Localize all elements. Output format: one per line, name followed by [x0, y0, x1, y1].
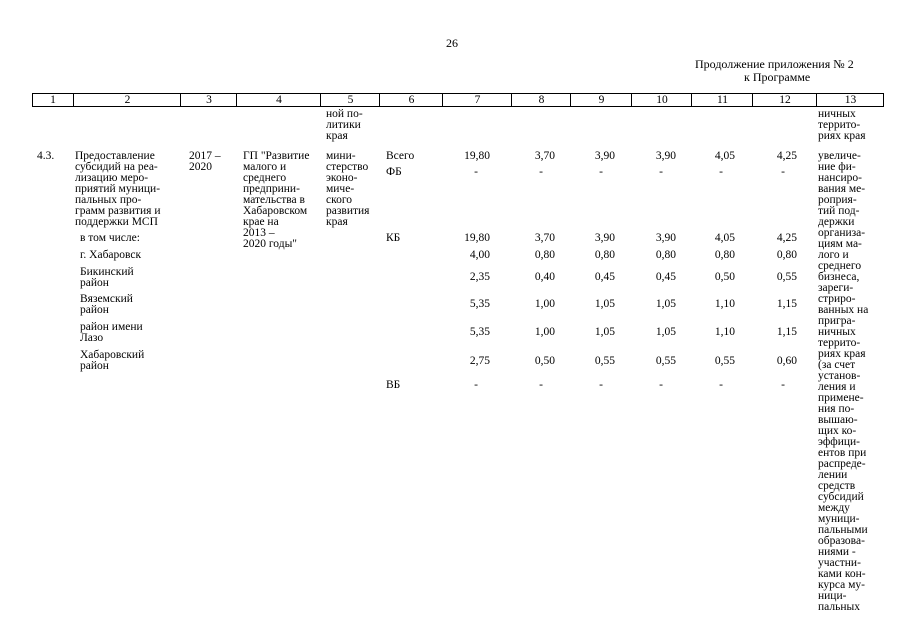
col-number-7: 7	[442, 94, 512, 106]
value-col11: 4,05	[714, 232, 735, 244]
value-col8: -	[539, 166, 543, 178]
value-col12: 1,15	[776, 326, 797, 338]
value-col9: 0,45	[594, 271, 615, 283]
col-number-13: 13	[816, 94, 884, 106]
col-number-10: 10	[631, 94, 692, 106]
value-col12: 4,25	[776, 232, 797, 244]
district-name: Хабаровский район	[80, 349, 145, 372]
col-number-12: 12	[752, 94, 817, 106]
col-number-2: 2	[73, 94, 181, 106]
value-col8: -	[539, 379, 543, 391]
value-col12: 0,80	[776, 249, 797, 261]
value-col7: 4,00	[469, 249, 490, 261]
value-col9: 3,90	[594, 150, 615, 162]
value-col9: 1,05	[594, 326, 615, 338]
value-col10: 0,45	[655, 271, 676, 283]
carryover-col5: ной по- литики края	[326, 108, 363, 142]
carryover-col13: ничных террито- риях края	[818, 108, 866, 142]
value-col10: 1,05	[655, 326, 676, 338]
value-col9: -	[599, 166, 603, 178]
value-col10: 3,90	[655, 232, 676, 244]
row-program: ГП "Развитие малого и среднего предприни- мательства в Хабаровском крае на 2013 – 2020 годы"	[243, 150, 310, 250]
col-number-8: 8	[511, 94, 571, 106]
col-number-4: 4	[236, 94, 321, 106]
value-col12: 4,25	[776, 150, 797, 162]
value-col11: -	[719, 379, 723, 391]
value-col11: 4,05	[714, 150, 735, 162]
value-col8: 1,00	[534, 326, 555, 338]
funding-source: КБ	[386, 232, 401, 244]
including-label: в том числе:	[80, 232, 140, 244]
value-col7: 5,35	[469, 326, 490, 338]
value-col8: 0,50	[534, 355, 555, 367]
district-name: Бикинский район	[80, 266, 134, 289]
value-col9: 3,90	[594, 232, 615, 244]
col-number-11: 11	[691, 94, 753, 106]
funding-source: ФБ	[386, 166, 402, 178]
value-col7: 2,35	[469, 271, 490, 283]
value-col10: 0,80	[655, 249, 676, 261]
value-col7: -	[474, 379, 478, 391]
value-col7: 19,80	[464, 232, 490, 244]
value-col11: 0,50	[714, 271, 735, 283]
continuation-line-2: к Программе	[744, 70, 811, 84]
value-col9: 1,05	[594, 298, 615, 310]
page-number: 26	[446, 36, 458, 50]
value-col11: 1,10	[714, 298, 735, 310]
value-col12: 1,15	[776, 298, 797, 310]
value-col9: 0,80	[594, 249, 615, 261]
value-col8: 3,70	[534, 150, 555, 162]
value-col10: 1,05	[655, 298, 676, 310]
value-col9: -	[599, 379, 603, 391]
continuation-line-1: Продолжение приложения № 2	[695, 57, 854, 71]
col-number-5: 5	[320, 94, 380, 106]
value-col8: 0,40	[534, 271, 555, 283]
value-col12: 0,60	[776, 355, 797, 367]
value-col12: 0,55	[776, 271, 797, 283]
row-period: 2017 – 2020	[189, 150, 221, 173]
value-col11: 0,55	[714, 355, 735, 367]
value-col7: 2,75	[469, 355, 490, 367]
value-col11: -	[719, 166, 723, 178]
value-col10: 3,90	[655, 150, 676, 162]
row-name: Предоставление субсидий на реа- лизацию меро- приятий муници- пальных про- грамм развития и поддержки МСП	[75, 150, 161, 228]
value-col7: 5,35	[469, 298, 490, 310]
column-number-row	[32, 93, 884, 107]
district-name: Вяземский район	[80, 293, 133, 316]
value-col10: -	[659, 166, 663, 178]
row-number: 4.3.	[37, 150, 55, 162]
value-col10: -	[659, 379, 663, 391]
value-col11: 1,10	[714, 326, 735, 338]
value-col12: -	[781, 379, 785, 391]
funding-source: Всего	[386, 150, 415, 162]
value-col7: -	[474, 166, 478, 178]
row-result: увеличе- ние фи- нансиро- вания ме- роприя- тий под- держки организа- циям ма- лого и среднего бизнеса, зареги- стриро- ванных на пригра- ничных террито- риях края (за счет установ- ления и примене- ния по- вышаю- щих ко- эффици- ентов при распреде- лении средств субсидий между муници- пальными образова- ниями - участни- ками кон- курса му- ници- пальных	[818, 150, 869, 613]
col-number-1: 1	[50, 94, 56, 106]
value-col8: 3,70	[534, 232, 555, 244]
district-name: г. Хабаровск	[80, 249, 142, 261]
col-number-6: 6	[379, 94, 443, 106]
funding-source: ВБ	[386, 379, 401, 391]
value-col11: 0,80	[714, 249, 735, 261]
value-col10: 0,55	[655, 355, 676, 367]
value-col7: 19,80	[464, 150, 490, 162]
row-executor: мини- стерство эконо- миче- ского развития края	[326, 150, 370, 228]
value-col8: 0,80	[534, 249, 555, 261]
value-col12: -	[781, 166, 785, 178]
col-number-3: 3	[180, 94, 237, 106]
value-col9: 0,55	[594, 355, 615, 367]
district-name: район имени Лазо	[80, 321, 143, 344]
value-col8: 1,00	[534, 298, 555, 310]
col-number-9: 9	[570, 94, 632, 106]
